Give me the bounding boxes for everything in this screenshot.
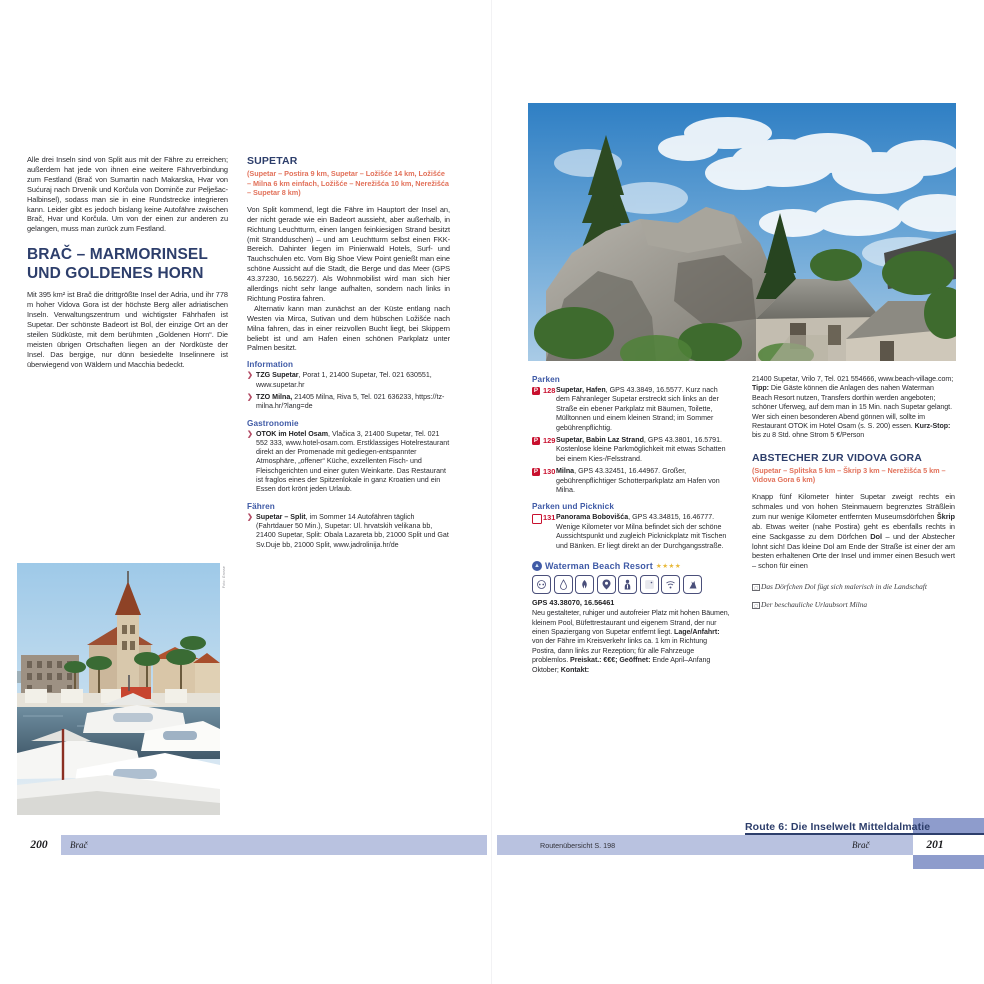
campsite-desc-2: von der Fähre im Kreisverkehr links ca. 1 km in Richtung Postira, dann links zur Rezeption; für alle Fahrzeuge problemlos. <box>532 637 708 665</box>
poi-number: 129 <box>543 436 556 446</box>
chevron-right-icon: ❯ <box>247 513 253 521</box>
campsite-name: Waterman Beach Resort <box>545 561 653 572</box>
supetar-body <box>247 205 450 354</box>
poi-entry-128 <box>532 386 732 433</box>
entry-text: , Porat 1, 21400 Supetar, Tel. 021 630551, www.supetar.hr <box>256 371 432 389</box>
route-legs-supetar: (Supetar – Postira 9 km, Supetar – Ložišće 14 km, Ložišće – Milna 6 km einfach, Ložišće – Nerežišća 10 km, Nerežišća – Supetar 8 km) <box>247 169 449 198</box>
photo-credit: Foto: Grosse <box>222 566 226 588</box>
tipp-text: Die Gäste können die Anlagen des nahen Waterman Beach Resort nutzen, Transfers dorthin werden angeboten; schöner Uferweg, auf dem man in 15 Min. nach Supetar gelangt. Wer sich einen besonderen Abend gönnen will, sollte im Restaurant OTOK im Hotel Osam (s. S. 200) essen. <box>752 384 953 431</box>
supetar-para-1: Von Split kommend, legt die Fähre im Hauptort der Insel an, der nicht gerade wie ein Badeort aussieht, aber außerhalb, in Richtung Leuchtturm, einen langen feinkiesigen Strand besitzt (mit Strandduschen) – und am Leuchtturm selbst einen FKK-Bereich. Dahinter liegen im Pinienwald Hotels, Surf- und Tauchschulen etc. Vom Big Shoe View Point genießt man eine schöne Aussicht auf die Stadt, die Berge und das Meer (GPS 43.37230, 16.56227). Als Wohnmobilist wird man sich hier allerdings nicht sehr lange aufhalten, sondern nach links in Richtung Postira fahren. <box>247 204 450 303</box>
poi-name: Milna <box>556 467 575 476</box>
subheading-parken: Parken <box>532 375 560 384</box>
poi-entry-130 <box>532 467 732 495</box>
chevron-right-icon: ❯ <box>247 372 253 380</box>
entry-text: , im Sommer 14 Autofähren täglich (Fahrtdauer 50 Min.), Supetar: Ul. hrvatskih velikana bb, 21400 Supetar, Split: Obala Lazareta bb, 21000 Split und Gat Sv.Duje bb, 21000 Split, www.jadrolinija.hr/de <box>256 512 449 549</box>
right-column-vidova-gora <box>752 375 955 618</box>
page-number-right-box <box>913 835 957 855</box>
picnic-marker-icon <box>532 514 542 524</box>
page-number-left-box <box>17 835 61 855</box>
caption-text: Der beschauliche Urlaubsort Milna <box>761 600 868 610</box>
poi-name: Panorama Bobovišća <box>556 513 629 522</box>
campsite-desc-4: Ende April–Anfang Oktober; <box>532 656 711 674</box>
campsite-contact-block <box>752 375 955 441</box>
poi-name: Supetar, Hafen <box>556 386 606 394</box>
footer-tab-lower <box>913 855 984 869</box>
intro-text: Alle drei Inseln sind von Split aus mit der Fähre zu erreichen; außerdem hat jede von ihnen eine weitere Fährverbindung zum Festland (Brač von Sumartin nach Makarska, Hvar von Sućuraj nach Drvenik und Korčula von Dominče zur Pelješac-Halbinsel), sodass man sie in eine Rundstrecke integrieren kann. Leider gibt es jedoch bislang keine Autofähre zwischen Brač, Hvar und Korčula. Um von der einen zur anderen zu gelangen, muss man zurück zum Festland. <box>27 155 228 234</box>
vg-text-a: Knapp fünf Kilometer hinter Supetar zweigt rechts ein schmales und von hohen Steinmauern begrenztes Sträßlein zum nur wenige Kilometer entfernten Museumsdörfchen <box>752 492 955 521</box>
subheading-faehren: Fähren <box>247 501 275 511</box>
label-kurzstop: Kurz-Stop: <box>914 422 951 431</box>
page-gutter <box>491 0 492 984</box>
poi-entry-129 <box>532 436 732 464</box>
page-title-line2: UND GOLDENES HORN <box>27 265 204 283</box>
entry-name: TZG Supetar <box>256 371 299 380</box>
vg-place-skrip: Škrip <box>936 511 955 521</box>
section-heading-supetar: SUPETAR <box>247 155 298 167</box>
campsite-label-lage: Lage/Anfahrt: <box>674 627 720 636</box>
vg-place-dol: Dol <box>870 531 883 541</box>
shower-person-icon <box>618 575 637 594</box>
list-item <box>247 371 450 390</box>
subheading-information: Information <box>247 360 294 370</box>
chevron-right-icon: ❯ <box>247 430 253 438</box>
poi-number: 128 <box>543 386 556 395</box>
footer-label-left: Brač <box>70 840 88 850</box>
route-tab-title: Route 6: Die Inselwelt Mitteldalmatie <box>745 820 931 833</box>
vg-text-e: – und der Abstecher lohnt sich! Das kleine Dol am Ende der Straße ist einer der am besten erhaltenen Orte der Insel und immer einen Besuch wert – schon für einen <box>752 531 955 571</box>
caption-text: Das Dörfchen Dol fügt sich malerisch in die Landschaft <box>761 582 927 592</box>
campsite-desc-3: €€€; <box>601 656 620 665</box>
tree-icon <box>575 575 594 594</box>
campsite-label-geoeffnet: Geöffnet: <box>619 656 651 665</box>
campsite-rating-stars: ★★★★ <box>655 563 682 571</box>
intro-paragraph <box>27 155 228 234</box>
campsite-contact: 21400 Supetar, Vrilo 7, Tel. 021 554666, www.beach-village.com; <box>752 375 954 383</box>
photo-stone-village <box>528 103 956 361</box>
middle-text-column <box>247 155 450 553</box>
vg-text-c: ab. Etwas weiter (nahe Postira) geht es ebenfalls rechts in eine Sackgasse zu dem Dörfchen <box>752 521 955 541</box>
entry-text: 21405 Milna, Riva 5, Tel. 021 636233, https://tz-milna.hr/?lang=de <box>256 392 445 411</box>
entry-name: TZO Milna, <box>256 392 293 401</box>
pin-icon <box>597 575 616 594</box>
campsite-block <box>532 561 732 675</box>
campsite-gps: GPS 43.38070, 16.56461 <box>532 598 615 608</box>
parking-marker-icon: P <box>533 436 539 444</box>
wifi-icon <box>661 575 680 594</box>
list-item <box>247 430 450 495</box>
parking-marker-icon: P <box>533 386 539 394</box>
photo-caption-milna <box>752 600 955 610</box>
campsite-label-preis: Preiskat.: <box>570 656 602 665</box>
poi-text: , GPS 43.3849, 16.5577. Kurz nach dem Fähranleger Supetar erstreckt sich links an der Straße ein ebener Parkplatz mit Bäumen, Toilette, Mülltonnen und einem kleinen Strand; im Sommer gebührenpflichtig. <box>556 386 719 432</box>
poi-entry-131 <box>532 513 732 551</box>
island-description <box>27 290 228 369</box>
photo-marker-icon: ▢ <box>753 602 758 608</box>
subheading-gastronomie: Gastronomie <box>247 418 299 428</box>
right-column-parken <box>532 375 732 675</box>
route-legs-vidova-gora: (Supetar – Splitska 5 km – Škrip 3 km – Nerežišća 5 km – Vidova Gora 6 km) <box>752 465 946 485</box>
left-text-column <box>27 155 228 370</box>
parking-marker-icon: P <box>533 467 539 475</box>
power-icon <box>532 575 551 594</box>
photo-supetar-harbor <box>17 563 220 815</box>
entry-name: OTOK im Hotel Osam <box>256 429 329 438</box>
poi-text: , GPS 43.3801, 16.5791. Kostenlose kleine Parkmöglichkeit mit etwas Schatten bei einem Kies-/Felsstrand. <box>556 436 726 463</box>
poi-name: Supetar, Babin Laz Strand <box>556 436 644 445</box>
kurzstop-text: bis zu 8 Std. ohne Strom 5 €/Person <box>752 431 865 440</box>
campsite-amenities <box>532 575 732 594</box>
list-item <box>247 513 450 550</box>
campsite-label-kontakt: Kontakt: <box>560 665 590 674</box>
subheading-parken-picknick: Parken und Picknick <box>532 502 614 512</box>
entry-text: , Vlačica 3, 21400 Supetar, Tel. 021 552 333, www.hotel-osam.com. Erstklassiges Hotelrestaurant direkt an der Promenade mit gediegen-entspannter Atmosphäre, „offener“ Küche, exzellenten Fisch- und Fleischgerichten und einer guten Weinkarte. Das Restaurant ist fraglos eines der Spitzenlokale in ganz Kroatien und ein Essen dort krönt jeden Urlaub. <box>256 429 450 494</box>
footer-route-overview: Routenübersicht S. 198 <box>540 840 616 850</box>
photo-caption-dol <box>752 582 955 592</box>
label-tipp: Tipp: <box>752 384 769 393</box>
sanitary-icon <box>640 575 659 594</box>
footer-label-right: Brač <box>852 840 870 850</box>
page-number-right: 201 <box>926 839 944 851</box>
page-number-left: 200 <box>30 839 48 851</box>
entry-name: Supetar – Split <box>256 512 306 521</box>
campsite-icon: ▲ <box>532 561 542 571</box>
poi-text: , GPS 43.34815, 16.46777. Wenige Kilometer vor Milna befindet sich der schöne Aussichtspunkt und zugleich Picknickplatz mit Tischen und Bänken. Er liegt direkt an der Durchgangsstraße. <box>556 513 727 550</box>
dog-icon <box>683 575 702 594</box>
campsite-description <box>532 609 732 675</box>
poi-number: 131 <box>543 513 556 523</box>
chevron-right-icon: ❯ <box>247 393 253 401</box>
page-title-line1: BRAČ – MARMORINSEL <box>27 246 208 264</box>
section-heading-vidova-gora: ABSTECHER ZUR VIDOVA GORA <box>752 451 923 464</box>
vidova-gora-para <box>752 492 955 571</box>
campsite-desc-1: Neu gestalteter, ruhiger und autofreier Platz mit hohen Bäumen, kleinem Pool, Büfettrestaurant und eigenem Strand, der nur einen Spaziergang von Supetar entfernt liegt. <box>532 609 730 636</box>
campsite-title-row <box>532 561 732 571</box>
island-description-text: Mit 395 km² ist Brač die drittgrößte Insel der Adria, und ihr 778 m hoher Vidova Gora ist der höchste Berg aller adriatischen Inseln. Verwaltungszentrum und wichtigster Fährhafen ist Supetar. Der schönste Badeort ist Bol, der einzige Ort an der steilen Südküste, mit dem berühmten „Goldenen Horn“. Die meisten übrigen Ortschaften liegen an der Nordküste der Insel. Das bergige, nur dünn besiedelte Inselinnere ist überwiegend von Wäldern und Macchia bedeckt. <box>27 290 228 369</box>
supetar-para-2: Alternativ kann man zunächst an der Küste entlang nach Westen via Mirca, Sutivan und dem hübschen Ložišće nach Milna fahren, das in einer reizvollen Bucht liegt, bei Skippern beliebt ist und am Hafen einen schönen Parkplatz unter Palmen besitzt. <box>247 303 450 353</box>
water-icon <box>554 575 573 594</box>
list-item <box>247 393 450 412</box>
vidova-gora-body <box>752 492 955 571</box>
poi-text: , GPS 43.32451, 16.44967. Großer, gebührenpflichtiger Schotterparkplatz am Hafen von Milna. <box>556 467 720 495</box>
photo-marker-icon: ▢ <box>753 584 758 590</box>
poi-number: 130 <box>543 467 556 477</box>
